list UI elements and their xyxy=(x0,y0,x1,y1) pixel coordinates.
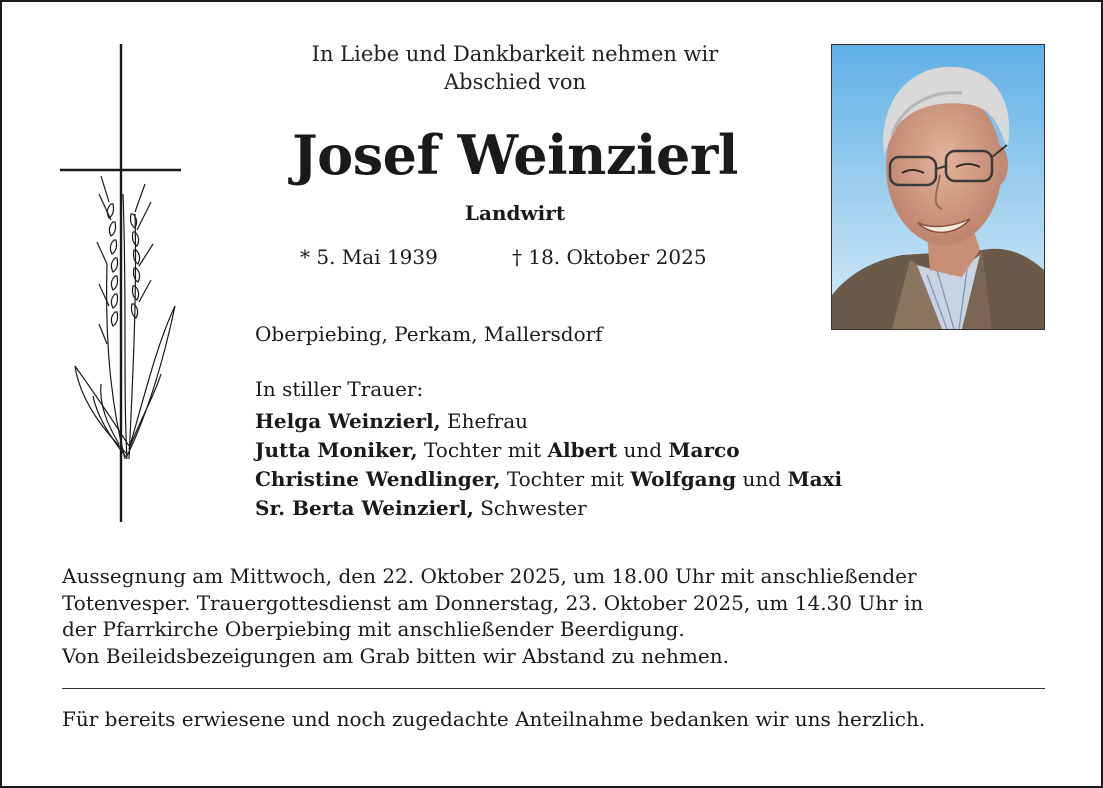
deceased-occupation: Landwirt xyxy=(464,201,566,225)
ceremony-line: Aussegnung am Mittwoch, den 22. Oktober 2025, um 18.00 Uhr mit anschließender xyxy=(62,564,917,588)
mourner-relation: Tochter mit xyxy=(417,438,548,462)
mourner-row xyxy=(255,436,842,465)
mourner-name: Helga Weinzierl, xyxy=(255,409,441,433)
mourner-row xyxy=(255,465,842,494)
intro-text xyxy=(215,40,815,96)
grandchild-name: Albert xyxy=(547,438,618,462)
mourner-relation: Ehefrau xyxy=(440,409,529,433)
conjunction: und xyxy=(736,467,788,491)
conjunction: und xyxy=(617,438,669,462)
cross-with-wheat-icon xyxy=(57,44,187,524)
mourner-name: Christine Wendlinger, xyxy=(255,467,501,491)
deceased-name: Josef Weinzierl xyxy=(292,123,738,187)
portrait-photo xyxy=(831,44,1045,330)
intro-line: Abschied von xyxy=(444,70,586,94)
ceremony-line: Von Beileidsbezeigungen am Grab bitten wir Abstand zu nehmen. xyxy=(62,643,729,668)
mourner-row xyxy=(255,494,842,523)
mourner-name: Jutta Moniker, xyxy=(255,438,418,462)
portrait-image xyxy=(832,45,1044,329)
birth-date: * 5. Mai 1939 xyxy=(300,245,438,269)
death-date: † 18. Oktober 2025 xyxy=(512,245,707,269)
hometown-places: Oberpiebing, Perkam, Mallersdorf xyxy=(255,322,603,346)
mourner-name: Sr. Berta Weinzierl, xyxy=(255,496,474,520)
grandchild-name: Wolfgang xyxy=(630,467,737,491)
ceremony-line: der Pfarrkirche Oberpiebing mit anschließender Beerdigung. xyxy=(62,617,685,641)
ceremony-line: Totenvesper. Trauergottesdienst am Donnerstag, 23. Oktober 2025, um 14.30 Uhr in xyxy=(62,590,924,615)
mourner-row xyxy=(255,407,842,436)
intro-line: In Liebe und Dankbarkeit nehmen wir xyxy=(311,42,719,66)
grandchild-name: Maxi xyxy=(787,467,843,491)
thanks-text: Für bereits erwiesene und noch zugedachte Anteilnahme bedanken wir uns herzlich. xyxy=(62,707,926,731)
divider xyxy=(62,688,1045,689)
mourning-label: In stiller Trauer: xyxy=(255,377,424,401)
mourner-relation: Tochter mit xyxy=(500,467,631,491)
ceremony-details xyxy=(62,563,1052,669)
grandchild-name: Marco xyxy=(668,438,740,462)
mourners-list xyxy=(255,407,842,523)
mourner-relation: Schwester xyxy=(473,496,587,520)
